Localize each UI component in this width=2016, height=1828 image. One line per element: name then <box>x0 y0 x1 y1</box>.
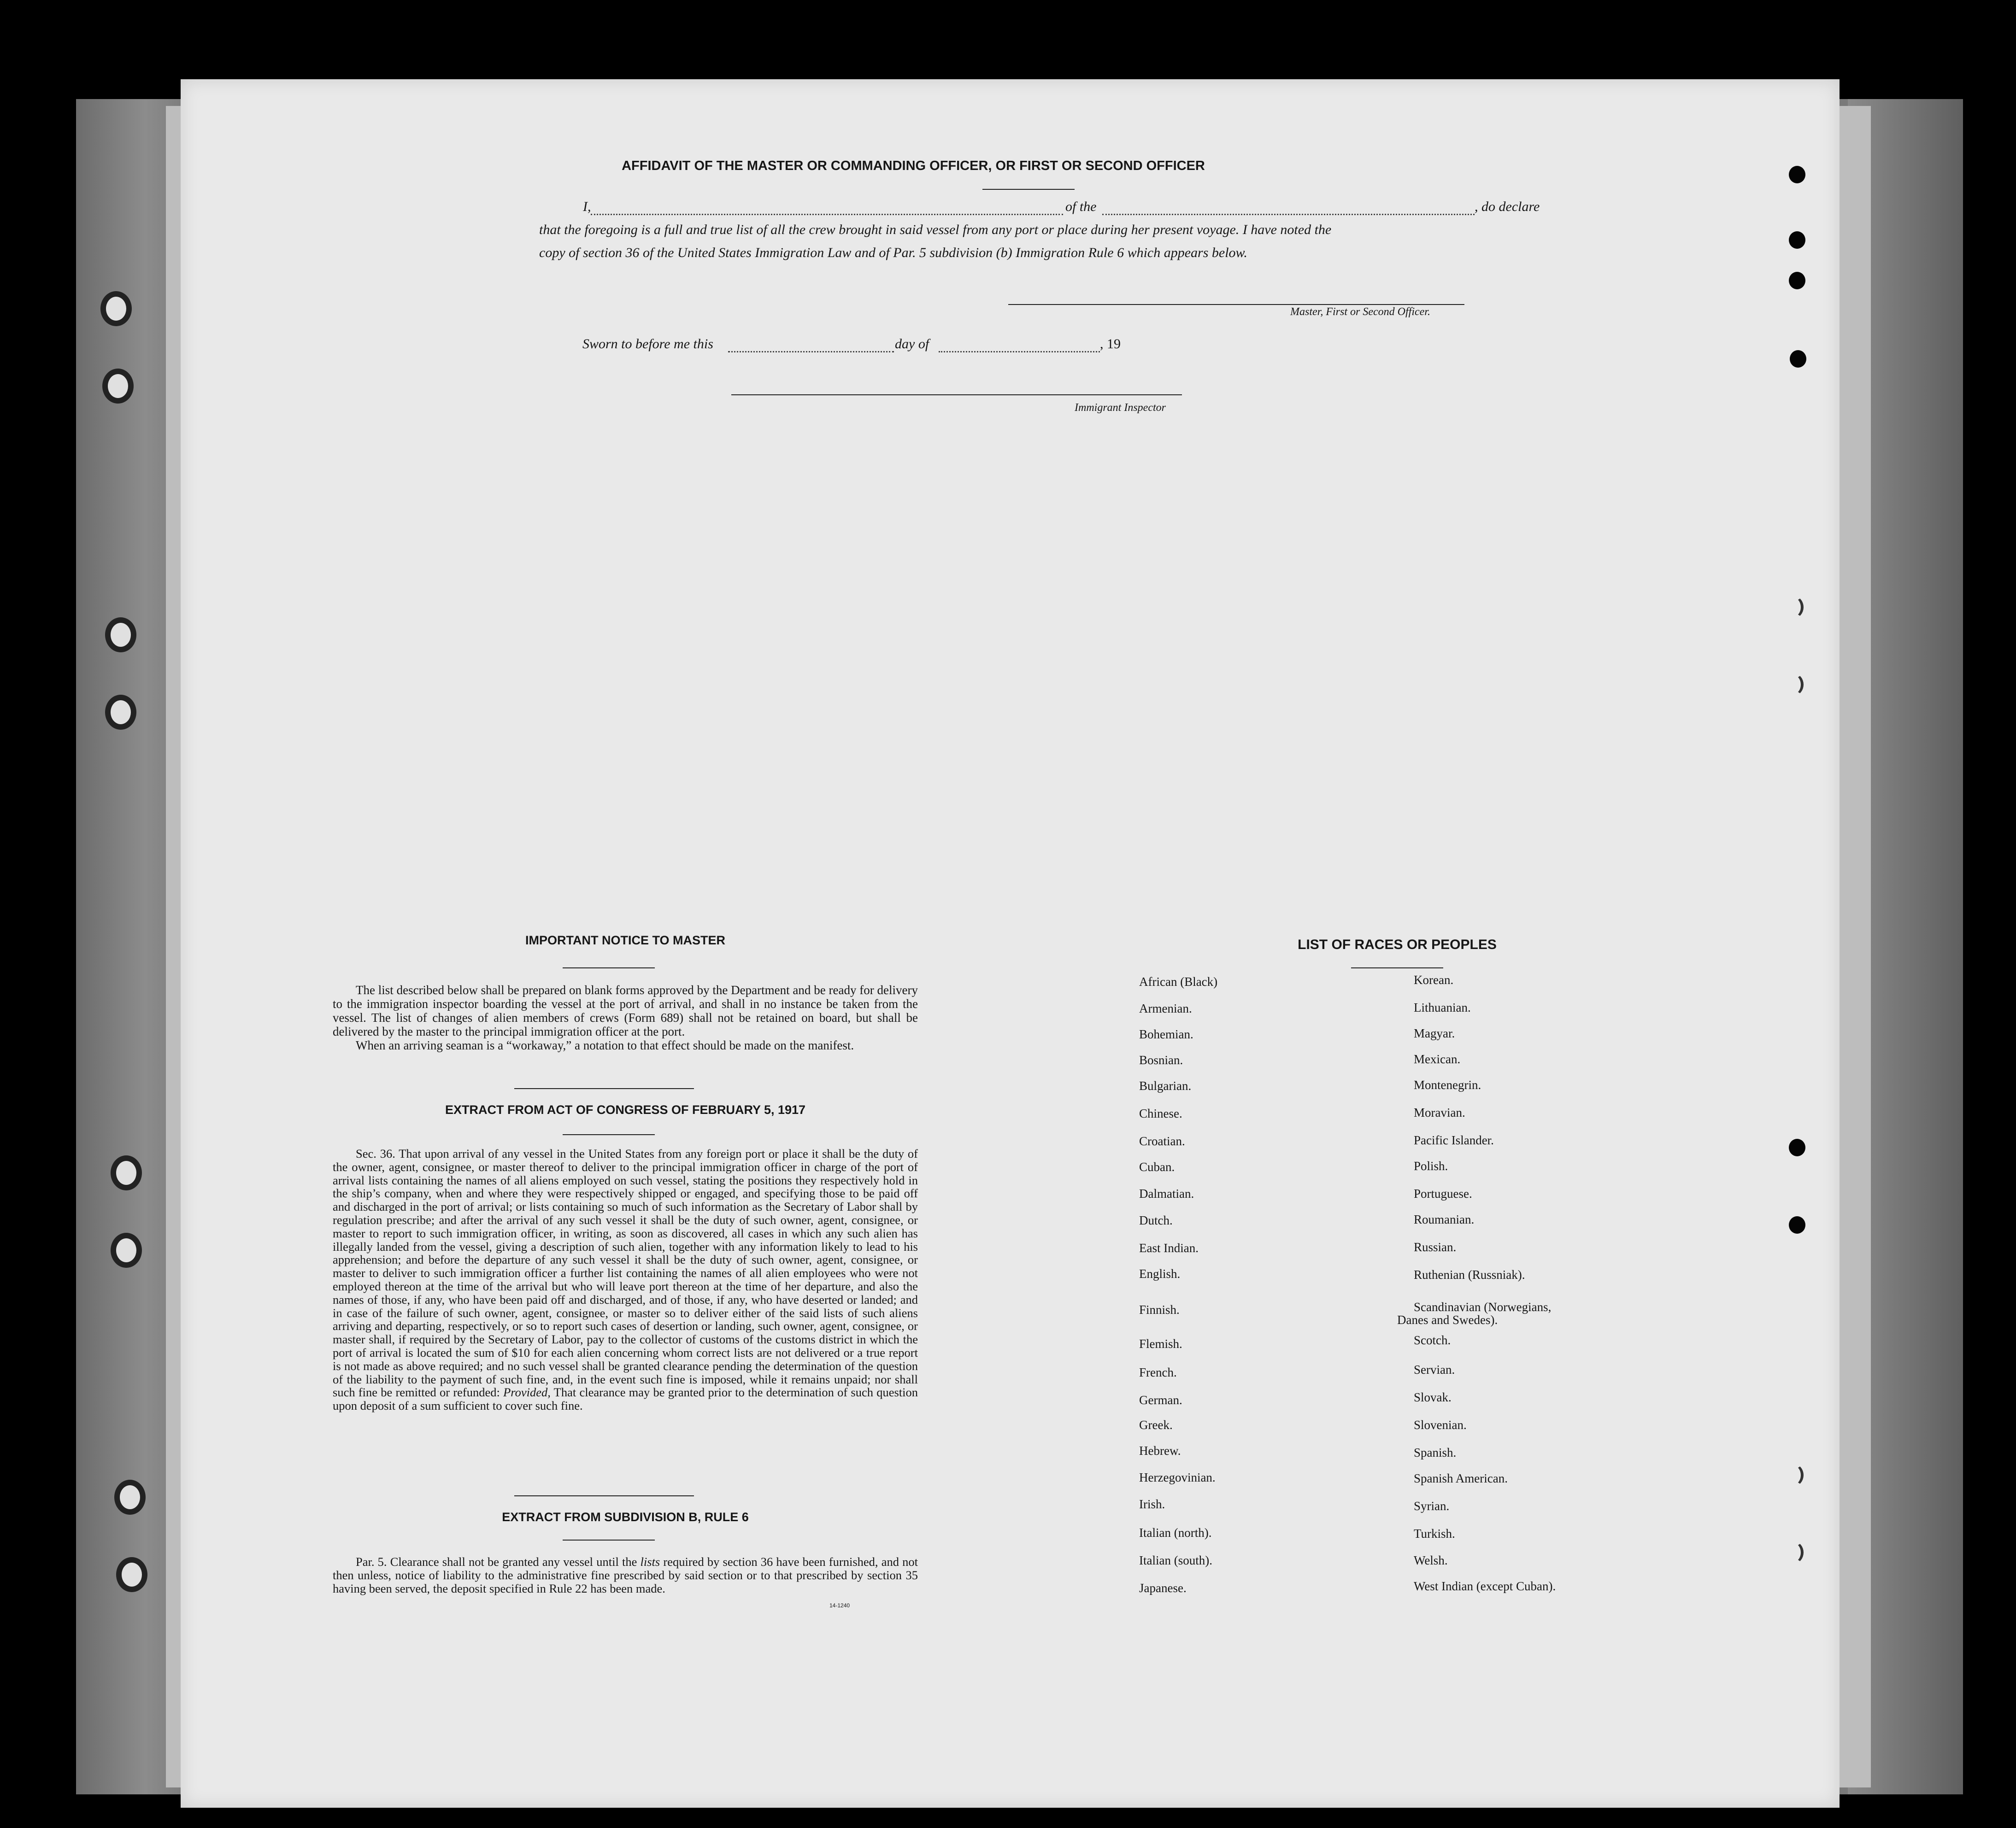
act-text <box>333 1147 918 1412</box>
punch-hole <box>1789 1139 1805 1156</box>
race-item: English. <box>1139 1267 1181 1281</box>
race-item: African (Black) <box>1139 975 1218 989</box>
race-item: Scotch. <box>1414 1333 1451 1347</box>
race-item: Hebrew. <box>1139 1444 1181 1458</box>
vessel-blank <box>1102 214 1475 215</box>
manifest-page <box>181 79 1840 1808</box>
section-divider <box>514 1088 694 1089</box>
race-item: Magyar. <box>1414 1026 1455 1040</box>
binder-hole <box>114 1480 146 1515</box>
act-title: EXTRACT FROM ACT OF CONGRESS OF FEBRUARY 5, 1917 <box>445 1103 806 1117</box>
race-item: Portuguese. <box>1414 1187 1472 1201</box>
race-item: East Indian. <box>1139 1241 1199 1255</box>
race-item: Mexican. <box>1414 1052 1461 1066</box>
section-number: Sec. 36. <box>356 1147 395 1160</box>
notice-text <box>333 983 918 1052</box>
races-title-rule <box>1351 967 1443 968</box>
race-item: Finnish. <box>1139 1303 1180 1317</box>
torn-hole <box>1784 596 1804 618</box>
race-item: Spanish American. <box>1414 1471 1508 1485</box>
section-divider <box>514 1495 694 1496</box>
race-item: Pacific Islander. <box>1414 1133 1494 1147</box>
notice-paragraph-2: When an arriving seaman is a “workaway,” a notation to that effect should be made on the manifest. <box>356 1038 854 1052</box>
race-item: Servian. <box>1414 1363 1455 1377</box>
form-code: 14-1240 <box>829 1602 850 1609</box>
inspector-label: Immigrant Inspector <box>1075 402 1166 414</box>
race-item: Spanish. <box>1414 1446 1457 1459</box>
sworn-month-blank <box>939 351 1100 352</box>
rule6-title-rule <box>563 1540 655 1541</box>
affidavit-title: AFFIDAVIT OF THE MASTER OR COMMANDING OFFICER, OR FIRST OR SECOND OFFICER <box>622 158 1205 173</box>
races-title: LIST OF RACES OR PEOPLES <box>1298 937 1497 952</box>
punch-hole <box>1789 231 1805 249</box>
race-item: West Indian (except Cuban). <box>1414 1579 1556 1593</box>
race-item: Bulgarian. <box>1139 1079 1192 1093</box>
race-item: Dalmatian. <box>1139 1187 1194 1201</box>
do-declare-label: , do declare <box>1475 199 1540 214</box>
act-title-rule <box>563 1134 655 1135</box>
notice-paragraph-1: The list described below shall be prepared on blank forms approved by the Department and be ready for delivery to the immigration inspector boarding the vessel at the port of arrival, and shall in no instance be taken from the vessel. The list of changes of alien members of crews (Form 689) shall not be retained on board, but shall be delivered by the master to the principal immigration officer at the port. <box>333 983 918 1038</box>
race-item: Japanese. <box>1139 1581 1187 1595</box>
rule6-text <box>333 1555 918 1595</box>
affidavit-body-line-2: copy of section 36 of the United States Immigration Law and of Par. 5 subdivision (b) Immigration Rule 6 which appears below. <box>539 245 1247 260</box>
punch-hole <box>1789 166 1805 183</box>
act-body-end: That clearance may be granted prior to the determination of such question upon deposit of a sum sufficient to cover such fine. <box>333 1385 918 1413</box>
race-item: Dutch. <box>1139 1213 1173 1227</box>
race-item: Flemish. <box>1139 1337 1182 1351</box>
race-item: Cuban. <box>1139 1160 1175 1174</box>
race-item: Syrian. <box>1414 1499 1450 1513</box>
master-label: Master, First or Second Officer. <box>1290 306 1430 318</box>
rule6-body-a: Par. 5. Clearance shall not be granted any vessel until the <box>356 1555 641 1569</box>
notice-title: IMPORTANT NOTICE TO MASTER <box>525 933 725 947</box>
race-item: Scandinavian (Norwegians, <box>1414 1300 1552 1314</box>
torn-hole <box>1784 674 1804 696</box>
affidavit-body-line-1: that the foregoing is a full and true list of all the crew brought in said vessel from any port or place during her present voyage. I have noted the <box>539 222 1332 237</box>
race-item: Montenegrin. <box>1414 1078 1481 1092</box>
race-item: Turkish. <box>1414 1527 1455 1541</box>
binder-hole <box>111 1233 142 1268</box>
rule6-title: EXTRACT FROM SUBDIVISION B, RULE 6 <box>502 1510 749 1524</box>
race-item: Lithuanian. <box>1414 1001 1471 1014</box>
race-item: Bosnian. <box>1139 1053 1183 1067</box>
binder-hole <box>105 617 136 652</box>
punch-hole <box>1789 272 1805 289</box>
binder-hole <box>102 369 134 404</box>
of-the-label: of the <box>1065 199 1097 214</box>
sworn-label: Sworn to before me this <box>582 336 713 352</box>
race-item: Chinese. <box>1139 1107 1182 1120</box>
punch-hole <box>1789 1216 1805 1234</box>
notice-title-rule <box>563 967 655 968</box>
race-item: Slovenian. <box>1414 1418 1467 1432</box>
lists-label: lists <box>640 1555 660 1569</box>
sworn-day-blank <box>728 351 894 352</box>
race-item: Bohemian. <box>1139 1027 1193 1041</box>
binder-hole <box>100 291 132 326</box>
inspector-signature-line <box>731 394 1182 395</box>
binder-hole <box>116 1557 147 1592</box>
race-item: Italian (north). <box>1139 1526 1212 1540</box>
binder-hole <box>111 1155 142 1190</box>
rule6-body-b: required by section 36 have been furnished, and not then unless, notice of liability to the administrative fine prescribed by said section or to that prescribed by section 35 having been served, the deposit specified in Rule 22 has been made. <box>333 1555 918 1595</box>
race-item: French. <box>1139 1365 1177 1379</box>
torn-hole <box>1784 1541 1804 1564</box>
year-label: , 19 <box>1100 336 1121 352</box>
race-item: Ruthenian (Russniak). <box>1414 1268 1525 1282</box>
provided-label: Provided, <box>503 1385 551 1400</box>
name-blank <box>591 214 1063 215</box>
binder-hole <box>105 695 136 730</box>
race-item: Welsh. <box>1414 1553 1448 1567</box>
race-item: German. <box>1139 1393 1182 1407</box>
race-item: Slovak. <box>1414 1390 1452 1404</box>
race-item-continuation: Danes and Swedes). <box>1397 1313 1498 1327</box>
affidavit-i-label: I, <box>583 199 591 214</box>
race-item: Italian (south). <box>1139 1553 1212 1567</box>
torn-hole <box>1784 1464 1804 1486</box>
race-item: Moravian. <box>1414 1106 1465 1119</box>
race-item: Korean. <box>1414 973 1454 987</box>
race-item: Roumanian. <box>1414 1213 1475 1226</box>
affidavit-title-rule <box>982 189 1075 190</box>
race-item: Armenian. <box>1139 1002 1192 1015</box>
act-body: That upon arrival of any vessel in the United States from any foreign port or place it shall be the duty of the owner, agent, consignee, or master thereof to deliver to the principal immigration officer in charge of the port of arrival lists containing the names of all aliens employed on such vessel, stating the positions they respectively hold in the ship’s company, when and where they were respectively shipped or engaged, and specifying those to be paid off and discharged in the port of arrival; or lists containing so much of such information as the Secretary of Labor shall by regulation prescribe; and after the arrival of any such vessel it shall be the duty of such owner, agent, consignee, or master to report to such immigration officer, in writing, as soon as discovered, all cases in which any such alien has illegally landed from the vessel, giving a description of such alien, together with any information likely to lead to his apprehension; and before the departure of any such vessel it shall be the duty of such owner, agent, consignee, or master to deliver to such immigration officer a further list containing the names of all alien employees who were not employed thereon at the time of the arrival but who will leave port thereon at the time of her departure, and also the names of those, if any, who have been paid off and discharged, and of those, if any, who have deserted or landed; and in case of the failure of such owner, agent, consignee, or master so to deliver either of the said lists of such aliens arriving and departing, respectively, or so to report such cases of desertion or landing, such owner, agent, consignee, or master shall, if required by the Secretary of Labor, pay to the collector of customs of the customs district in which the port of arrival is located the sum of $10 for each alien concerning whom correct lists are not delivered or a true report is not made as above required; and no such vessel shall be granted clearance pending the determination of the question of the liability to the payment of such fine, and, in the event such fine is imposed, while it remains unpaid; nor shall such fine be remitted or refunded: <box>333 1147 918 1400</box>
race-item: Croatian. <box>1139 1134 1185 1148</box>
race-item: Polish. <box>1414 1159 1448 1173</box>
master-signature-line <box>1008 304 1464 305</box>
race-item: Herzegovinian. <box>1139 1471 1216 1484</box>
day-of-label: day of <box>895 336 929 352</box>
race-item: Russian. <box>1414 1240 1457 1254</box>
race-item: Greek. <box>1139 1418 1173 1432</box>
race-item: Irish. <box>1139 1497 1165 1511</box>
punch-hole <box>1790 350 1806 368</box>
